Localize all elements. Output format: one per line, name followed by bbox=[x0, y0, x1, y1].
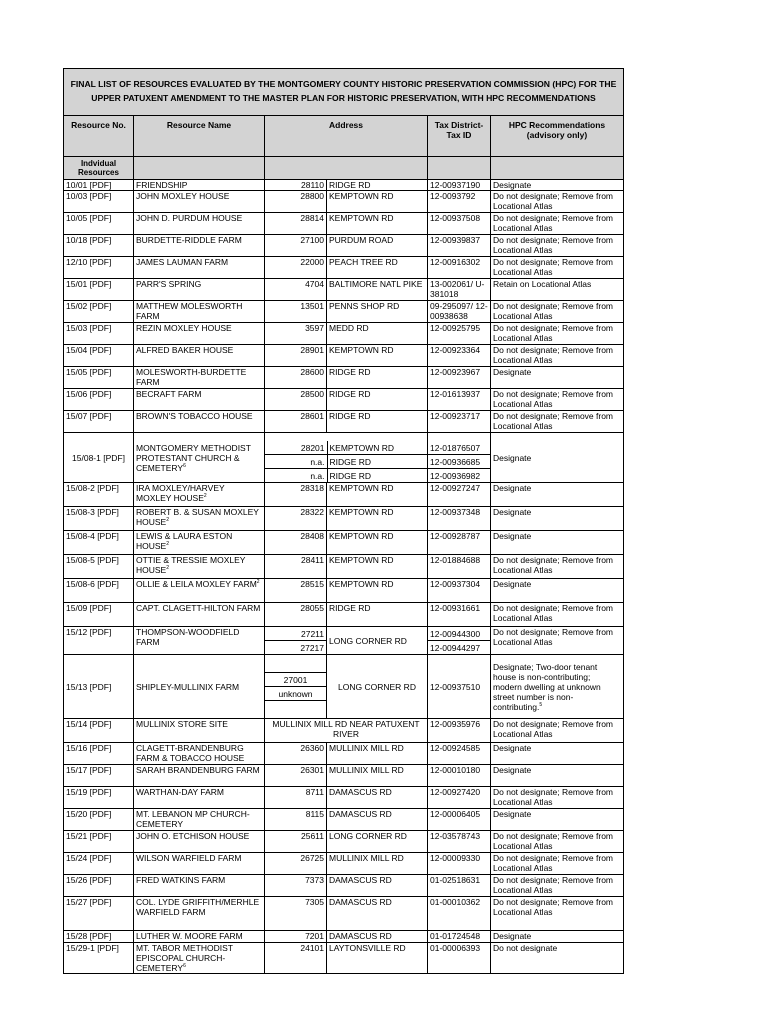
street-number-cell: 8115 bbox=[265, 809, 327, 831]
street-name-cell: KEMPTOWN RD bbox=[327, 531, 428, 555]
street-name-cell: KEMPTOWN RD bbox=[327, 579, 428, 603]
street-number-cell: 7305 bbox=[265, 897, 327, 931]
resource-name-cell: MULLINIX STORE SITE bbox=[134, 719, 265, 743]
resource-no-cell: 15/08-4 [PDF] bbox=[64, 531, 134, 555]
street-name-cell: KEMPTOWN RD bbox=[327, 483, 428, 507]
hpc-recommendation-cell: Do not designate; Remove from Locational Atlas bbox=[491, 345, 624, 367]
resource-name-cell: JOHN D. PURDUM HOUSE bbox=[134, 213, 265, 235]
street-number-cell: 13501 bbox=[265, 301, 327, 323]
street-name-cell: DAMASCUS RD bbox=[327, 787, 428, 809]
tax-id-cell: 12-00916302 bbox=[428, 257, 491, 279]
street-name-cell: LONG CORNER RD bbox=[327, 831, 428, 853]
resource-no-cell: 15/03 [PDF] bbox=[64, 323, 134, 345]
tax-id-cell: 01-00010362 bbox=[428, 897, 491, 931]
hpc-recommendation-cell: Designate; Two-door tenant house is non-contributing; modern dwelling at unknown street number is non-contributing.$^5$ bbox=[491, 655, 624, 719]
footnote-marker: 2 bbox=[166, 541, 170, 548]
tax-id-cell: 12-00931661 bbox=[428, 603, 491, 627]
street-number-cell: 7201 bbox=[265, 931, 327, 943]
resource-no-cell: 15/19 [PDF] bbox=[64, 787, 134, 809]
hpc-recommendation-cell: Do not designate; Remove from Locational Atlas bbox=[491, 411, 624, 433]
hpc-recommendation-cell: Do not designate; Remove from Locational Atlas bbox=[491, 323, 624, 345]
resource-no-cell: 15/08-1 [PDF] bbox=[64, 433, 134, 483]
table-row-mullinix-store bbox=[64, 719, 624, 743]
street-name-cell: KEMPTOWN RD bbox=[327, 345, 428, 367]
resource-name-cell: MT. TABOR METHODIST EPISCOPAL CHURCH-CEMETERY$^6$ bbox=[134, 943, 265, 974]
street-number-cell: 28318 bbox=[265, 483, 327, 507]
resource-no-cell: 15/05 [PDF] bbox=[64, 367, 134, 389]
street-name-cell: PEACH TREE RD bbox=[327, 257, 428, 279]
table-row bbox=[64, 579, 624, 603]
street-number-cell: 28411 bbox=[265, 555, 327, 579]
street-number-cell: 28055 bbox=[265, 603, 327, 627]
resource-no-cell: 15/28 [PDF] bbox=[64, 931, 134, 943]
tax-id-cell: 12-00927420 bbox=[428, 787, 491, 809]
tax-id-cell: 12-00936685 bbox=[428, 455, 490, 469]
street-name-cell: RIDGE RD bbox=[327, 180, 428, 191]
resource-no-cell: 15/07 [PDF] bbox=[64, 411, 134, 433]
street-name-cell: DAMASCUS RD bbox=[327, 809, 428, 831]
resource-name-cell: PARR'S SPRING bbox=[134, 279, 265, 301]
resource-name-cell: SARAH BRANDENBURG FARM bbox=[134, 765, 265, 787]
resource-name-cell: FRED WATKINS FARM bbox=[134, 875, 265, 897]
tax-id-cell: 12-01613937 bbox=[428, 389, 491, 411]
table-row bbox=[64, 809, 624, 831]
address-multi-cell bbox=[265, 433, 428, 483]
header-tax-id: Tax District-Tax ID bbox=[428, 116, 491, 157]
table-row bbox=[64, 507, 624, 531]
street-number-cell: 7373 bbox=[265, 875, 327, 897]
hpc-recommendation-cell: Do not designate; Remove from Locational Atlas bbox=[491, 831, 624, 853]
resource-no-cell: 15/24 [PDF] bbox=[64, 853, 134, 875]
street-number-cell: 28800 bbox=[265, 191, 327, 213]
resource-name-cell: CLAGETT-BRANDENBURG FARM & TOBACCO HOUSE bbox=[134, 743, 265, 765]
tax-id-cell: 12-00923967 bbox=[428, 367, 491, 389]
hpc-recommendation-cell: Do not designate; Remove from Locational Atlas bbox=[491, 301, 624, 323]
tax-id-cell: 12-01876507 bbox=[428, 441, 490, 455]
resource-name-cell: LUTHER W. MOORE FARM bbox=[134, 931, 265, 943]
street-number-cell: 27211 bbox=[265, 627, 326, 641]
resource-no-cell: 15/29-1 [PDF] bbox=[64, 943, 134, 974]
hpc-recommendation-cell: Do not designate; Remove from Locational Atlas bbox=[491, 627, 624, 655]
street-name-cell: LONG CORNER RD bbox=[327, 655, 428, 719]
street-name-cell: MEDD RD bbox=[327, 323, 428, 345]
resource-no-cell: 15/27 [PDF] bbox=[64, 897, 134, 931]
street-number-cell: 28601 bbox=[265, 411, 327, 433]
street-name-cell: KEMPTOWN RD bbox=[327, 555, 428, 579]
table-row bbox=[64, 411, 624, 433]
tax-id-cell: 12-00944300 bbox=[428, 627, 490, 641]
street-number-cell: n.a. bbox=[265, 455, 327, 469]
tax-id-cell: 12-00937508 bbox=[428, 213, 491, 235]
resource-no-cell: 12/10 [PDF] bbox=[64, 257, 134, 279]
resource-name-cell: BURDETTE-RIDDLE FARM bbox=[134, 235, 265, 257]
street-number-cell: 3597 bbox=[265, 323, 327, 345]
tax-id-cell: 12-00937304 bbox=[428, 579, 491, 603]
resource-table-document bbox=[63, 68, 623, 974]
table-row bbox=[64, 483, 624, 507]
tax-id-cell: 12-00937190 bbox=[428, 180, 491, 191]
street-name-cell: KEMPTOWN RD bbox=[327, 191, 428, 213]
tax-id-cell: 01-02518631 bbox=[428, 875, 491, 897]
tax-id-cell: 12-00006405 bbox=[428, 809, 491, 831]
hpc-recommendation-cell: Do not designate; Remove from Locational Atlas bbox=[491, 235, 624, 257]
resource-no-cell: 15/21 [PDF] bbox=[64, 831, 134, 853]
tax-id-cell: 12-00939837 bbox=[428, 235, 491, 257]
address-cell: MULLINIX MILL RD NEAR PATUXENT RIVER bbox=[265, 719, 428, 743]
street-number-cell: 22000 bbox=[265, 257, 327, 279]
table-row bbox=[64, 531, 624, 555]
street-name-cell: BALTIMORE NATL PIKE bbox=[327, 279, 428, 301]
street-name-cell: DAMASCUS RD bbox=[327, 931, 428, 943]
table-row bbox=[64, 943, 624, 974]
hpc-recommendation-cell: Designate bbox=[491, 765, 624, 787]
street-number-cell: 28201 bbox=[265, 441, 327, 455]
resource-no-cell: 15/01 [PDF] bbox=[64, 279, 134, 301]
hpc-recommendation-cell: Do not designate; Remove from Locational Atlas bbox=[491, 719, 624, 743]
street-number-cell: 8711 bbox=[265, 787, 327, 809]
resource-name-cell: WILSON WARFIELD FARM bbox=[134, 853, 265, 875]
street-number-multi-cell bbox=[265, 627, 327, 655]
resource-name-cell: LEWIS & LAURA ESTON HOUSE$^2$ bbox=[134, 531, 265, 555]
footnote-marker: 6 bbox=[183, 462, 186, 469]
hpc-recommendation-cell: Designate bbox=[491, 579, 624, 603]
resource-name-cell: BROWN'S TOBACCO HOUSE bbox=[134, 411, 265, 433]
hpc-recommendation-cell: Do not designate; Remove from Locational Atlas bbox=[491, 875, 624, 897]
tax-id-cell: 12-00923717 bbox=[428, 411, 491, 433]
hpc-recommendation-cell: Designate bbox=[491, 483, 624, 507]
tax-id-cell: 12-00925795 bbox=[428, 323, 491, 345]
resource-no-cell: 10/18 [PDF] bbox=[64, 235, 134, 257]
resource-name-cell: SHIPLEY-MULLINIX FARM bbox=[134, 655, 265, 719]
resource-no-cell: 15/08-3 [PDF] bbox=[64, 507, 134, 531]
table-row-church bbox=[64, 433, 624, 483]
hpc-recommendation-cell: Retain on Locational Atlas bbox=[491, 279, 624, 301]
hpc-recommendation-cell: Do not designate; Remove from Locational Atlas bbox=[491, 191, 624, 213]
resource-no-cell: 15/04 [PDF] bbox=[64, 345, 134, 367]
street-name-cell: RIDGE RD bbox=[327, 411, 428, 433]
table-row bbox=[64, 931, 624, 943]
resource-no-cell: 15/08-5 [PDF] bbox=[64, 555, 134, 579]
section-label: Indvidual Resources bbox=[64, 157, 134, 180]
street-name-cell: PENNS SHOP RD bbox=[327, 301, 428, 323]
header-address: Address bbox=[265, 116, 428, 157]
tax-id-cell: 13-002061/ U-381018 bbox=[428, 279, 491, 301]
resource-no-cell: 10/01 [PDF] bbox=[64, 180, 134, 191]
footnote-marker: 6 bbox=[183, 963, 186, 970]
table-row bbox=[64, 301, 624, 323]
table-row bbox=[64, 787, 624, 809]
street-number-cell: n.a. bbox=[265, 469, 327, 483]
tax-id-cell: 12-00928787 bbox=[428, 531, 491, 555]
hpc-recommendation-cell: Designate bbox=[491, 433, 624, 483]
street-number-cell: 28600 bbox=[265, 367, 327, 389]
street-name-cell: RIDGE RD bbox=[327, 367, 428, 389]
street-name-cell: RIDGE RD bbox=[327, 389, 428, 411]
header-resource-name: Resource Name bbox=[134, 116, 265, 157]
resource-name-cell: MATTHEW MOLESWORTH FARM bbox=[134, 301, 265, 323]
table-row bbox=[64, 389, 624, 411]
tax-id-cell: 12-01884688 bbox=[428, 555, 491, 579]
table-row bbox=[64, 853, 624, 875]
resource-no-cell: 15/16 [PDF] bbox=[64, 743, 134, 765]
tax-id-cell: 12-00944297 bbox=[430, 642, 481, 653]
resource-no-cell: 15/02 [PDF] bbox=[64, 301, 134, 323]
resources-table bbox=[63, 68, 624, 974]
resource-no-cell: 10/05 [PDF] bbox=[64, 213, 134, 235]
tax-id-cell: 12-00923364 bbox=[428, 345, 491, 367]
table-row bbox=[64, 345, 624, 367]
resource-name-cell: IRA MOXLEY/HARVEY MOXLEY HOUSE$^2$ bbox=[134, 483, 265, 507]
street-number-cell: 28322 bbox=[265, 507, 327, 531]
tax-id-cell: 01-01724548 bbox=[428, 931, 491, 943]
tax-id-cell: 12-00935976 bbox=[428, 719, 491, 743]
street-name-cell: DAMASCUS RD bbox=[327, 875, 428, 897]
street-number-cell: 28408 bbox=[265, 531, 327, 555]
street-name-cell: LONG CORNER RD bbox=[327, 627, 428, 655]
street-number-cell: 28500 bbox=[265, 389, 327, 411]
table-row bbox=[64, 213, 624, 235]
resource-name-cell: REZIN MOXLEY HOUSE bbox=[134, 323, 265, 345]
resource-no-cell: 15/26 [PDF] bbox=[64, 875, 134, 897]
tax-id-cell: 12-03578743 bbox=[428, 831, 491, 853]
hpc-recommendation-cell: Do not designate; Remove from Locational Atlas bbox=[491, 897, 624, 931]
resource-name-cell: JAMES LAUMAN FARM bbox=[134, 257, 265, 279]
hpc-recommendation-cell: Designate bbox=[491, 180, 624, 191]
resource-name-cell: MT. LEBANON MP CHURCH-CEMETERY bbox=[134, 809, 265, 831]
street-number-cell: 27100 bbox=[265, 235, 327, 257]
street-name-cell: RIDGE RD bbox=[327, 603, 428, 627]
table-row bbox=[64, 191, 624, 213]
footnote-marker: 2 bbox=[256, 579, 260, 586]
resource-no-cell: 15/17 [PDF] bbox=[64, 765, 134, 787]
street-name-cell: LAYTONSVILLE RD bbox=[327, 943, 428, 974]
resource-name-cell: WARTHAN-DAY FARM bbox=[134, 787, 265, 809]
street-name-cell: DAMASCUS RD bbox=[327, 897, 428, 931]
table-row bbox=[64, 235, 624, 257]
street-number-cell: 26301 bbox=[265, 765, 327, 787]
tax-id-cell: 12-00009330 bbox=[428, 853, 491, 875]
resource-name-cell: MONTGOMERY METHODIST PROTESTANT CHURCH & CEMETERY$^6$ bbox=[134, 433, 265, 483]
street-name-cell: MULLINIX MILL RD bbox=[327, 743, 428, 765]
street-number-multi-cell bbox=[265, 655, 327, 719]
table-row bbox=[64, 279, 624, 301]
table-row bbox=[64, 323, 624, 345]
street-name-cell: KEMPTOWN RD bbox=[327, 441, 427, 455]
hpc-recommendation-cell: Do not designate; Remove from Locational Atlas bbox=[491, 257, 624, 279]
table-row bbox=[64, 257, 624, 279]
header-row bbox=[64, 116, 624, 157]
table-row-shipley bbox=[64, 655, 624, 719]
street-name-cell: RIDGE RD bbox=[327, 455, 427, 469]
table-row bbox=[64, 603, 624, 627]
street-name-cell: KEMPTOWN RD bbox=[327, 213, 428, 235]
street-number-cell: 27217 bbox=[300, 642, 324, 653]
table-title: FINAL LIST OF RESOURCES EVALUATED BY THE MONTGOMERY COUNTY HISTORIC PRESERVATION COMMISSION (HPC) FOR THE UPPER PATUXENT AMENDMENT TO THE MASTER PLAN FOR HISTORIC PRESERVATION, WITH HPC RECOMMENDATIONS bbox=[64, 69, 624, 116]
street-name-cell: KEMPTOWN RD bbox=[327, 507, 428, 531]
street-number-cell: 26725 bbox=[265, 853, 327, 875]
street-name-cell: MULLINIX MILL RD bbox=[327, 853, 428, 875]
resource-name-cell: ROBERT B. & SUSAN MOXLEY HOUSE$^2$ bbox=[134, 507, 265, 531]
hpc-recommendation-cell: Designate bbox=[491, 809, 624, 831]
table-row bbox=[64, 743, 624, 765]
hpc-recommendation-cell: Do not designate; Remove from Locational Atlas bbox=[491, 555, 624, 579]
table-row bbox=[64, 180, 624, 191]
resource-name-cell: MOLESWORTH-BURDETTE FARM bbox=[134, 367, 265, 389]
table-row bbox=[64, 875, 624, 897]
hpc-recommendation-cell: Designate bbox=[491, 507, 624, 531]
hpc-recommendation-cell: Designate bbox=[491, 931, 624, 943]
footnote-marker: 2 bbox=[166, 565, 170, 572]
tax-id-cell: 12-0093792 bbox=[428, 191, 491, 213]
resource-name-cell: JOHN MOXLEY HOUSE bbox=[134, 191, 265, 213]
table-row bbox=[64, 897, 624, 931]
resource-name-cell: OTTIE & TRESSIE MOXLEY HOUSE$^2$ bbox=[134, 555, 265, 579]
hpc-recommendation-cell: Designate bbox=[491, 367, 624, 389]
footnote-marker: 5 bbox=[539, 701, 543, 708]
table-row bbox=[64, 555, 624, 579]
header-hpc-recommendations: HPC Recommendations (advisory only) bbox=[491, 116, 624, 157]
street-number-cell: unknown bbox=[278, 688, 313, 699]
tax-id-cell: 12-00936982 bbox=[430, 470, 481, 481]
resource-no-cell: 15/08-2 [PDF] bbox=[64, 483, 134, 507]
tax-id-cell: 12-00937348 bbox=[428, 507, 491, 531]
tax-id-cell: 09-295097/ 12-00938638 bbox=[428, 301, 491, 323]
table-row-thompson bbox=[64, 627, 624, 655]
hpc-recommendation-cell: Do not designate bbox=[491, 943, 624, 974]
resource-no-cell: 15/12 [PDF] bbox=[64, 627, 134, 655]
table-row bbox=[64, 831, 624, 853]
street-number-cell: 25611 bbox=[265, 831, 327, 853]
street-name-cell: PURDUM ROAD bbox=[327, 235, 428, 257]
tax-id-cell: 12-00924585 bbox=[428, 743, 491, 765]
resource-name-cell: COL. LYDE GRIFFITH/MERHLE WARFIELD FARM bbox=[134, 897, 265, 931]
tax-id-cell: 01-00006393 bbox=[428, 943, 491, 974]
resource-no-cell: 15/20 [PDF] bbox=[64, 809, 134, 831]
footnote-marker: 2 bbox=[203, 493, 207, 500]
resource-no-cell: 15/09 [PDF] bbox=[64, 603, 134, 627]
street-number-cell: 28814 bbox=[265, 213, 327, 235]
resource-no-cell: 15/14 [PDF] bbox=[64, 719, 134, 743]
header-resource-no: Resource No. bbox=[64, 116, 134, 157]
resource-no-cell: 15/06 [PDF] bbox=[64, 389, 134, 411]
street-name-cell: RIDGE RD bbox=[329, 470, 372, 481]
street-number-cell: 27001 bbox=[265, 673, 326, 687]
resource-no-cell: 15/08-6 [PDF] bbox=[64, 579, 134, 603]
street-number-cell: 28515 bbox=[265, 579, 327, 603]
resource-no-cell: 10/03 [PDF] bbox=[64, 191, 134, 213]
hpc-recommendation-cell: Designate bbox=[491, 531, 624, 555]
tax-id-multi-cell bbox=[428, 627, 491, 655]
tax-id-cell: 12-00010180 bbox=[428, 765, 491, 787]
resource-name-cell: ALFRED BAKER HOUSE bbox=[134, 345, 265, 367]
tax-id-cell: 12-00937510 bbox=[428, 655, 491, 719]
resource-name-cell: OLLIE & LEILA MOXLEY FARM$^2$ bbox=[134, 579, 265, 603]
street-number-cell: 28901 bbox=[265, 345, 327, 367]
hpc-recommendation-cell: Do not designate; Remove from Locational Atlas bbox=[491, 213, 624, 235]
table-row bbox=[64, 367, 624, 389]
resource-name-cell: FRIENDSHIP bbox=[134, 180, 265, 191]
hpc-recommendation-cell: Do not designate; Remove from Locational Atlas bbox=[491, 389, 624, 411]
street-name-cell: MULLINIX MILL RD bbox=[327, 765, 428, 787]
footnote-marker: 2 bbox=[166, 517, 170, 524]
resource-name-cell: BECRAFT FARM bbox=[134, 389, 265, 411]
street-number-cell: 26360 bbox=[265, 743, 327, 765]
resource-name-cell: JOHN O. ETCHISON HOUSE bbox=[134, 831, 265, 853]
resource-name-cell: THOMPSON-WOODFIELD FARM bbox=[134, 627, 265, 655]
hpc-recommendation-cell: Do not designate; Remove from Locational Atlas bbox=[491, 787, 624, 809]
tax-id-cell: 12-00927247 bbox=[428, 483, 491, 507]
section-row bbox=[64, 157, 624, 180]
street-number-cell: 24101 bbox=[265, 943, 327, 974]
resource-name-cell: CAPT. CLAGETT-HILTON FARM bbox=[134, 603, 265, 627]
table-row bbox=[64, 765, 624, 787]
resource-no-cell: 15/13 [PDF] bbox=[64, 655, 134, 719]
hpc-recommendation-cell: Designate bbox=[491, 743, 624, 765]
hpc-recommendation-cell: Do not designate; Remove from Locational Atlas bbox=[491, 853, 624, 875]
street-number-cell: 4704 bbox=[265, 279, 327, 301]
street-number-cell: 28110 bbox=[265, 180, 327, 191]
tax-id-multi-cell bbox=[428, 433, 491, 483]
hpc-recommendation-cell: Do not designate; Remove from Locational Atlas bbox=[491, 603, 624, 627]
